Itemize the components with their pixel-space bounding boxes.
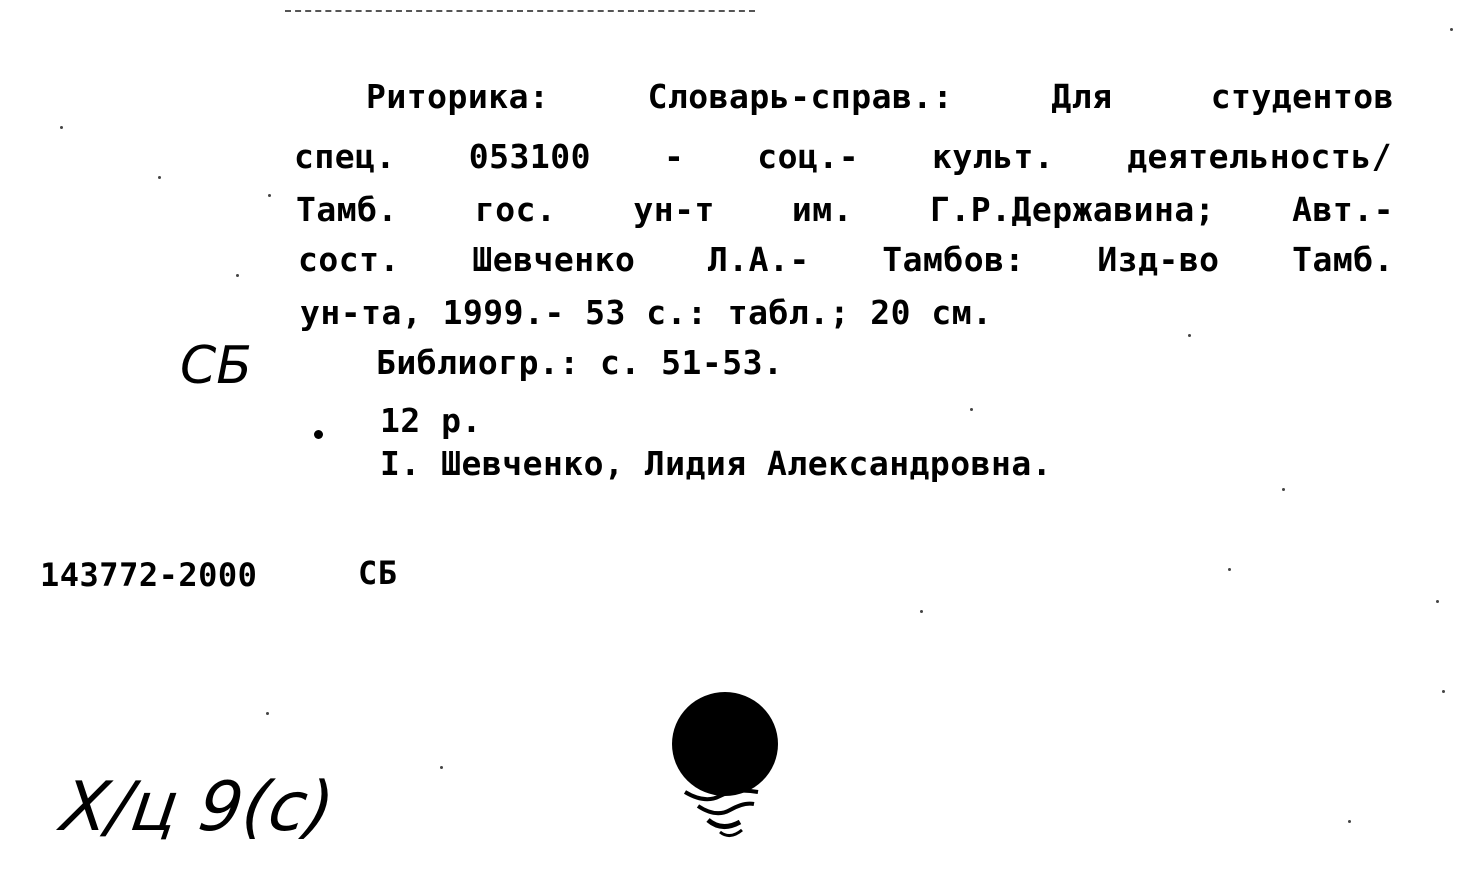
entry-word: 053100 bbox=[468, 137, 591, 176]
punch-hole bbox=[672, 692, 778, 796]
entry-line-2 bbox=[294, 137, 1392, 176]
entry-word: Словарь-справ.: bbox=[647, 77, 954, 116]
accession-code: СБ bbox=[358, 554, 398, 592]
entry-line-3 bbox=[296, 190, 1394, 229]
entry-line-4 bbox=[298, 240, 1394, 279]
speck bbox=[158, 176, 161, 179]
entry-word: Риторика: bbox=[366, 77, 550, 116]
speck bbox=[1450, 28, 1453, 31]
entry-word: деятельность/ bbox=[1127, 137, 1392, 176]
speck bbox=[1436, 600, 1439, 603]
hole-tear-mark bbox=[680, 784, 770, 844]
speck bbox=[266, 712, 269, 715]
speck bbox=[236, 274, 239, 277]
speck bbox=[970, 408, 973, 411]
speck bbox=[920, 610, 923, 613]
speck bbox=[1282, 488, 1285, 491]
speck bbox=[1228, 568, 1231, 571]
handwritten-code: СБ bbox=[180, 336, 252, 396]
bullet-dot bbox=[314, 430, 323, 439]
price-note: 12 р. bbox=[380, 401, 482, 440]
entry-word: Тамбов: bbox=[882, 240, 1025, 279]
speck bbox=[1348, 820, 1351, 823]
scan-edge-marks bbox=[285, 10, 755, 15]
entry-line-5: ун-та, 1999.- 53 с.: табл.; 20 см. bbox=[300, 293, 993, 332]
speck bbox=[1442, 690, 1445, 693]
bibliography-note: Библиогр.: с. 51-53. bbox=[376, 343, 784, 382]
speck bbox=[440, 766, 443, 769]
speck bbox=[268, 194, 271, 197]
entry-word: культ. bbox=[932, 137, 1055, 176]
entry-word: Л.А.- bbox=[707, 240, 810, 279]
entry-word: сост. bbox=[298, 240, 400, 279]
entry-word: гос. bbox=[474, 190, 557, 229]
entry-word: Г.Р.Державина; bbox=[929, 190, 1216, 229]
entry-word: спец. bbox=[294, 137, 396, 176]
entry-word: студентов bbox=[1210, 77, 1394, 116]
entry-word: - bbox=[663, 137, 685, 176]
entry-line-1 bbox=[366, 77, 1394, 116]
speck bbox=[1188, 334, 1191, 337]
entry-word: Тамб. bbox=[296, 190, 398, 229]
added-entry: I. Шевченко, Лидия Александровна. bbox=[380, 444, 1053, 483]
handwritten-class: Х/ц 9(с) bbox=[56, 768, 339, 847]
entry-word: Тамб. bbox=[1292, 240, 1394, 279]
entry-word: Шевченко bbox=[472, 240, 636, 279]
entry-word: Авт.- bbox=[1292, 190, 1394, 229]
entry-word: Изд-во bbox=[1097, 240, 1220, 279]
speck bbox=[60, 126, 63, 129]
entry-word: соц.- bbox=[757, 137, 860, 176]
accession-number: 143772-2000 bbox=[40, 556, 258, 594]
entry-word: ун-т bbox=[633, 190, 715, 229]
entry-word: им. bbox=[791, 190, 853, 229]
entry-word: Для bbox=[1051, 77, 1113, 116]
